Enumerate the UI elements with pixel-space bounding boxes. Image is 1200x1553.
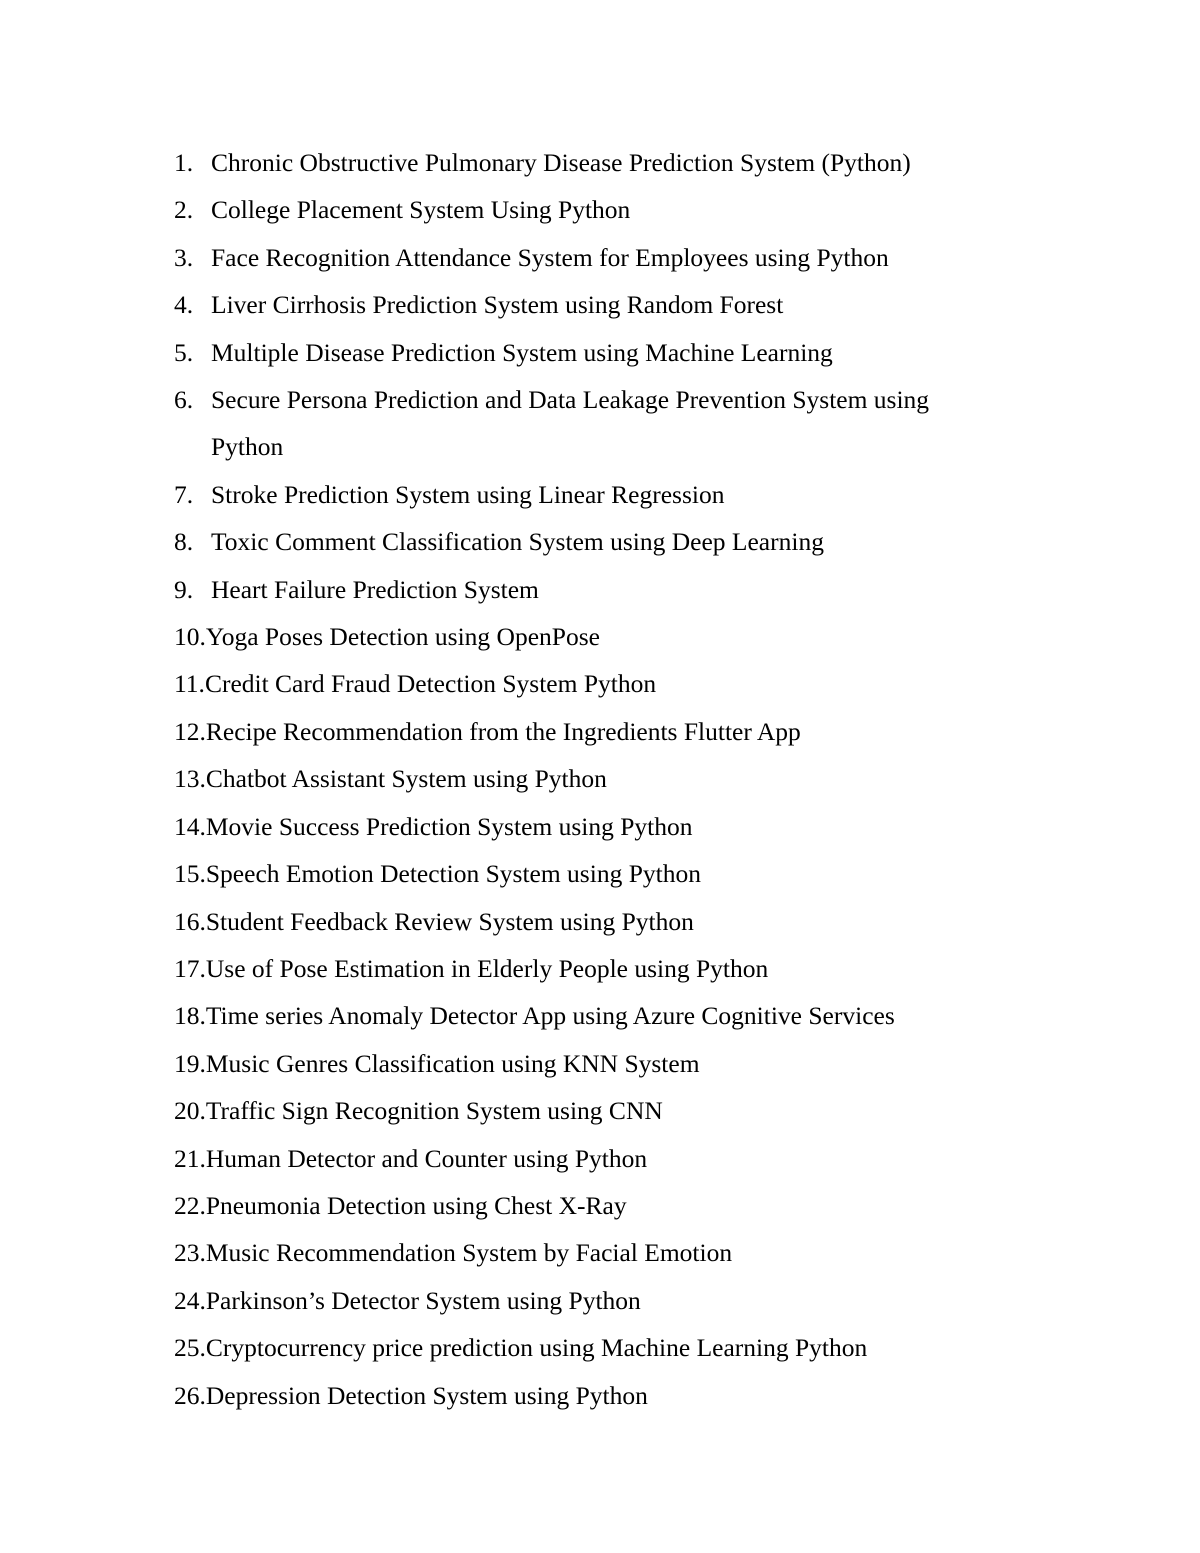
list-item-number: 25.: [174, 1333, 206, 1363]
list-item-number: 6.: [174, 385, 194, 415]
list-item: [174, 1324, 1004, 1371]
list-item-number: 23.: [174, 1238, 206, 1268]
list-item-number: 19.: [174, 1048, 206, 1078]
list-item-text: Traffic Sign Recognition System using CNN: [205, 1096, 663, 1126]
list-item-number: 11.: [174, 669, 205, 699]
list-item-number: 18.: [174, 1001, 206, 1031]
list-item-text: Recipe Recommendation from the Ingredients Flutter App: [205, 716, 801, 746]
list-item-text: Depression Detection System using Python: [205, 1380, 648, 1410]
list-item: [174, 708, 1004, 755]
list-item-text: Multiple Disease Prediction System using Machine Learning: [211, 337, 833, 367]
list-item: [174, 898, 1004, 945]
list-item-text: Parkinson’s Detector System using Python: [205, 1285, 641, 1315]
list-item-text: Secure Persona Prediction and Data Leakage Prevention System using Python: [211, 385, 930, 462]
list-item: [174, 234, 1004, 281]
list-item-number: 7.: [174, 479, 194, 509]
list-item: [174, 1087, 1004, 1134]
list-item-text: College Placement System Using Python: [211, 195, 631, 225]
list-item-number: 9.: [174, 574, 194, 604]
list-item-text: Speech Emotion Detection System using Python: [205, 859, 701, 889]
list-item-text: Pneumonia Detection using Chest X-Ray: [205, 1190, 627, 1220]
list-item-number: 13.: [174, 764, 206, 794]
list-item-text: Music Genres Classification using KNN System: [205, 1048, 700, 1078]
list-item-number: 15.: [174, 859, 206, 889]
list-item: [174, 281, 1004, 328]
list-item-number: 3.: [174, 242, 194, 272]
list-item: [174, 329, 1004, 376]
list-item: [174, 850, 1004, 897]
list-item-number: 10.: [174, 622, 206, 652]
list-item-text: Movie Success Prediction System using Python: [205, 811, 693, 841]
list-item-text: Music Recommendation System by Facial Emotion: [205, 1238, 733, 1268]
list-item-number: 2.: [174, 195, 194, 225]
list-item-text: Liver Cirrhosis Prediction System using Random Forest: [211, 290, 784, 320]
list-item: [174, 518, 1004, 565]
list-item-number: 21.: [174, 1143, 206, 1173]
list-item-text: Student Feedback Review System using Python: [205, 906, 694, 936]
list-item: [174, 1040, 1004, 1087]
list-item: [174, 945, 1004, 992]
list-item-text: Toxic Comment Classification System using Deep Learning: [211, 527, 824, 557]
list-item: [174, 755, 1004, 802]
list-item: [174, 566, 1004, 613]
list-item-text: Human Detector and Counter using Python: [205, 1143, 648, 1173]
list-item-number: 17.: [174, 953, 206, 983]
list-item-text: Face Recognition Attendance System for Employees using Python: [211, 242, 889, 272]
list-item: [174, 186, 1004, 233]
list-item: [174, 613, 1004, 660]
list-item: [174, 471, 1004, 518]
list-item-text: Chronic Obstructive Pulmonary Disease Prediction System (Python): [211, 148, 911, 177]
list-item-number: 26.: [174, 1380, 206, 1410]
list-item: [174, 1229, 1004, 1276]
list-item-text: Heart Failure Prediction System: [211, 574, 539, 604]
list-item-number: 24.: [174, 1285, 206, 1315]
list-item: [174, 803, 1004, 850]
list-item-number: 1.: [174, 148, 194, 177]
list-item-number: 20.: [174, 1096, 206, 1126]
list-item-number: 16.: [174, 906, 206, 936]
list-item-number: 12.: [174, 716, 206, 746]
list-item: [174, 660, 1004, 707]
list-item-number: 4.: [174, 290, 194, 320]
list-item: [174, 139, 1004, 186]
list-item-text: Stroke Prediction System using Linear Regression: [211, 479, 725, 509]
list-item-text: Yoga Poses Detection using OpenPose: [205, 622, 600, 652]
list-item-number: 8.: [174, 527, 194, 557]
list-item: [174, 992, 1004, 1039]
list-item: [174, 1182, 1004, 1229]
list-item-number: 5.: [174, 337, 194, 367]
list-item-text: Use of Pose Estimation in Elderly People using Python: [205, 953, 769, 983]
list-item-number: 22.: [174, 1190, 206, 1220]
list-item: [174, 376, 1004, 471]
list-item-number: 14.: [174, 811, 206, 841]
list-item-text: Cryptocurrency price prediction using Machine Learning Python: [205, 1333, 868, 1363]
list-item-text: Credit Card Fraud Detection System Python: [204, 669, 657, 699]
list-item: [174, 1277, 1004, 1324]
list-item: [174, 1135, 1004, 1182]
list-item-text: Chatbot Assistant System using Python: [205, 764, 607, 794]
list-item: [174, 1372, 1004, 1419]
list-item-text: Time series Anomaly Detector App using Azure Cognitive Services: [205, 1001, 895, 1031]
project-list: [174, 139, 1004, 1419]
